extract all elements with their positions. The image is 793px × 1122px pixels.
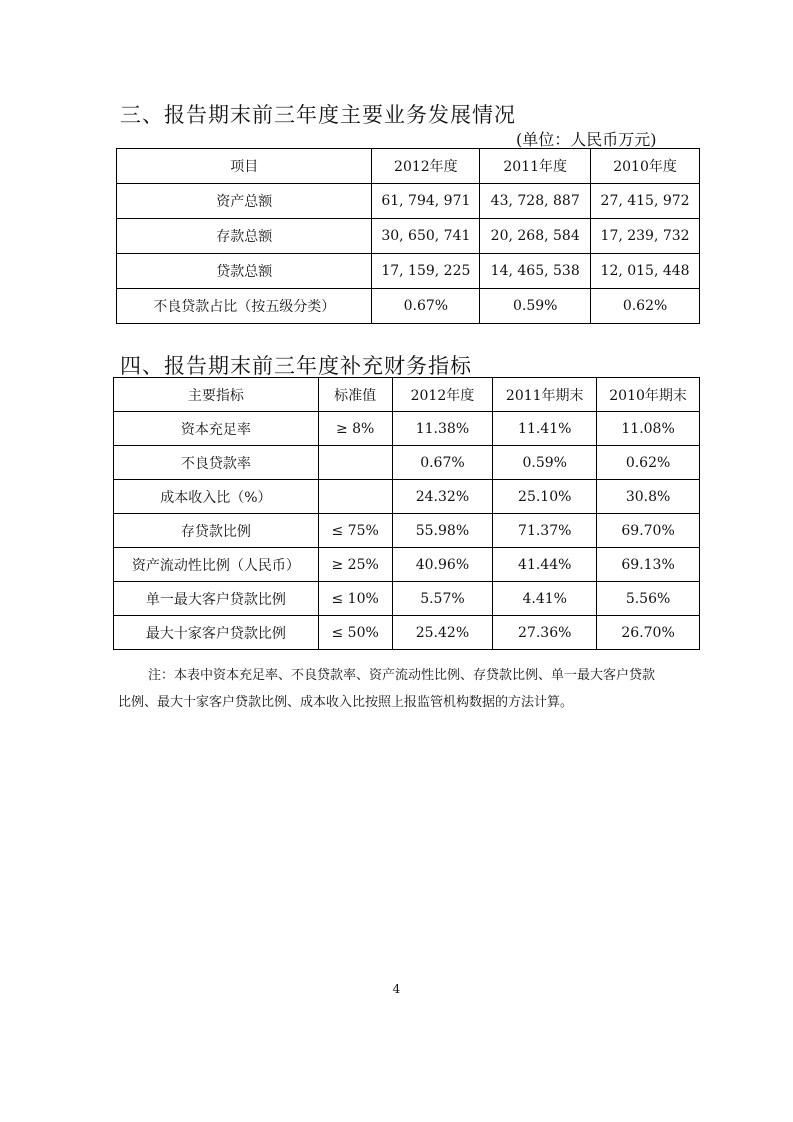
- section3-title: 三、报告期末前三年度主要业务发展情况: [120, 103, 516, 127]
- table-row: [114, 412, 700, 446]
- header-cell: 标准值: [318, 378, 392, 412]
- table-row: [114, 548, 700, 582]
- table-cell: 26.70%: [597, 616, 700, 650]
- table-cell: 12, 015, 448: [591, 254, 700, 289]
- table-cell: 20, 268, 584: [480, 219, 591, 254]
- table-cell: ≤ 75%: [318, 514, 392, 548]
- table-cell: 40.96%: [392, 548, 493, 582]
- table-cell: 0.67%: [392, 446, 493, 480]
- table-cell: ≤ 50%: [318, 616, 392, 650]
- table-row: [114, 616, 700, 650]
- table-cell: 43, 728, 887: [480, 184, 591, 219]
- table-cell: 存贷款比例: [114, 514, 319, 548]
- table-cell: 5.57%: [392, 582, 493, 616]
- table-cell: 4.41%: [493, 582, 597, 616]
- table-cell: 不良贷款占比（按五级分类）: [117, 289, 372, 324]
- table-row: [114, 480, 700, 514]
- table-cell: 25.42%: [392, 616, 493, 650]
- table-cell: 存款总额: [117, 219, 372, 254]
- header-cell: 2012年度: [372, 149, 480, 184]
- table-cell: 27.36%: [493, 616, 597, 650]
- table-cell: 27, 415, 972: [591, 184, 700, 219]
- header-cell: 项目: [117, 149, 372, 184]
- table-cell: [318, 480, 392, 514]
- table-cell: 11.08%: [597, 412, 700, 446]
- table-cell: 不良贷款率: [114, 446, 319, 480]
- table-row: [114, 446, 700, 480]
- table-cell: ≤ 10%: [318, 582, 392, 616]
- table-row: [117, 184, 700, 219]
- table-row: [117, 289, 700, 324]
- supplementary-indicators-table: [113, 377, 700, 650]
- header-cell: 2012年度: [392, 378, 493, 412]
- table-cell: 最大十家客户贷款比例: [114, 616, 319, 650]
- header-cell: 2010年期末: [597, 378, 700, 412]
- header-cell: 2011年期末: [493, 378, 597, 412]
- table-cell: 0.62%: [591, 289, 700, 324]
- table-cell: 61, 794, 971: [372, 184, 480, 219]
- table-cell: 69.13%: [597, 548, 700, 582]
- table-cell: 成本收入比（%）: [114, 480, 319, 514]
- table-cell: 24.32%: [392, 480, 493, 514]
- table-row: [114, 514, 700, 548]
- table-footnote: [118, 662, 708, 716]
- table-row: [114, 582, 700, 616]
- page-number: 4: [392, 982, 401, 996]
- table-cell: 30, 650, 741: [372, 219, 480, 254]
- table-cell: 0.67%: [372, 289, 480, 324]
- table-cell: 14, 465, 538: [480, 254, 591, 289]
- table-row: [117, 219, 700, 254]
- table-cell: 11.41%: [493, 412, 597, 446]
- table-cell: 0.59%: [493, 446, 597, 480]
- table-cell: 贷款总额: [117, 254, 372, 289]
- table-cell: 69.70%: [597, 514, 700, 548]
- table-cell: 资产流动性比例（人民币）: [114, 548, 319, 582]
- footnote-line-2: 比例、最大十家客户贷款比例、成本收入比按照上报监管机构数据的方法计算。: [118, 695, 574, 710]
- table-cell: 11.38%: [392, 412, 493, 446]
- table-header-row: [117, 149, 700, 184]
- table-cell: 71.37%: [493, 514, 597, 548]
- table-cell: ≥ 8%: [318, 412, 392, 446]
- business-development-table: [116, 148, 700, 324]
- table-cell: 5.56%: [597, 582, 700, 616]
- footnote-line-1: 注：本表中资本充足率、不良贷款率、资产流动性比例、存贷款比例、单一最大客户贷款: [148, 668, 656, 683]
- table-cell: [318, 446, 392, 480]
- section3-unit: (单位：人民币万元): [516, 130, 657, 149]
- section4-title: 四、报告期末前三年度补充财务指标: [120, 354, 472, 378]
- table-cell: 资本充足率: [114, 412, 319, 446]
- header-cell: 2011年度: [480, 149, 591, 184]
- table-cell: 单一最大客户贷款比例: [114, 582, 319, 616]
- table-cell: 资产总额: [117, 184, 372, 219]
- table-row: [117, 254, 700, 289]
- table-cell: 0.62%: [597, 446, 700, 480]
- table-cell: 41.44%: [493, 548, 597, 582]
- table-header-row: [114, 378, 700, 412]
- table-cell: 25.10%: [493, 480, 597, 514]
- table-cell: 0.59%: [480, 289, 591, 324]
- table-cell: ≥ 25%: [318, 548, 392, 582]
- header-cell: 2010年度: [591, 149, 700, 184]
- table-cell: 55.98%: [392, 514, 493, 548]
- table-cell: 17, 239, 732: [591, 219, 700, 254]
- header-cell: 主要指标: [114, 378, 319, 412]
- table-cell: 30.8%: [597, 480, 700, 514]
- table-cell: 17, 159, 225: [372, 254, 480, 289]
